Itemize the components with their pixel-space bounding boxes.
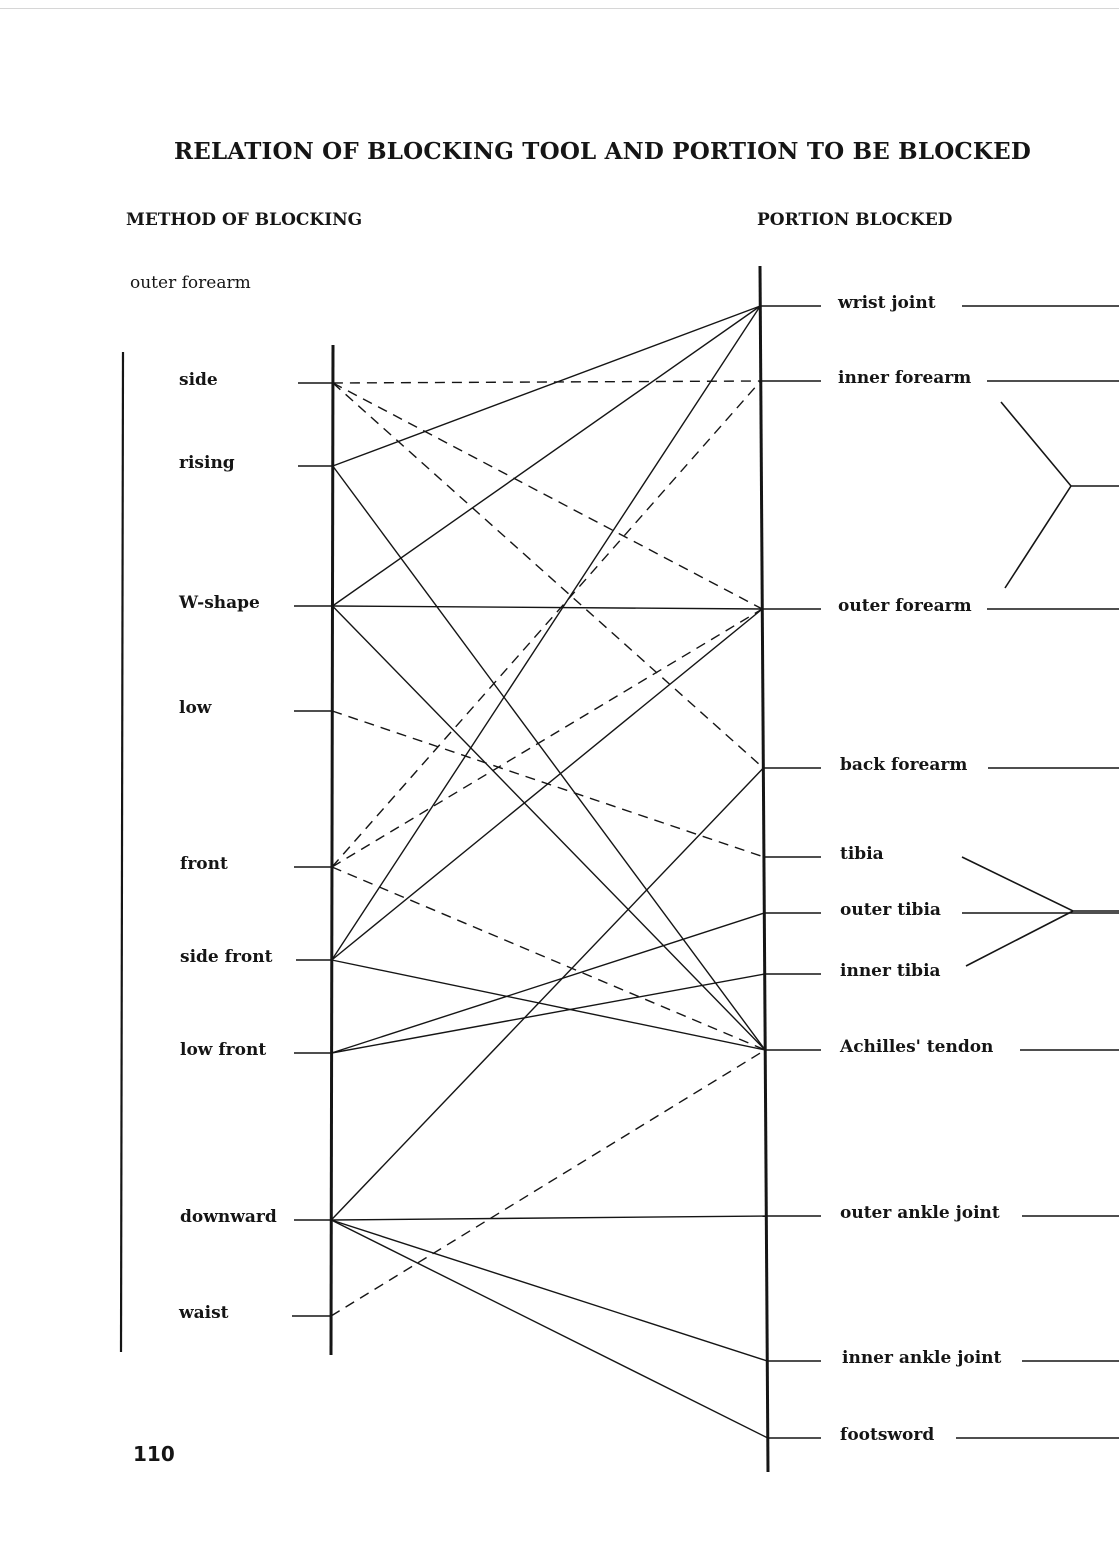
method-label-downward: downward xyxy=(180,1207,277,1227)
link-rising-to-wrist-joint xyxy=(333,306,761,466)
portion-label-inner-tibia: inner tibia xyxy=(840,961,941,981)
link-rising-to-achilles-tendon xyxy=(333,466,765,1050)
link-side-to-inner-forearm xyxy=(333,381,761,383)
link-low-front-to-inner-tibia xyxy=(332,974,765,1053)
link-side-to-outer-forearm xyxy=(333,383,762,609)
tibia-group-bracket xyxy=(962,857,1119,966)
link-front-to-outer-forearm xyxy=(332,609,762,867)
portion-label-outer-tibia: outer tibia xyxy=(840,900,941,920)
portion-label-tibia: tibia xyxy=(840,844,884,864)
method-group-bracket xyxy=(121,352,123,1352)
diagram-title: RELATION OF BLOCKING TOOL AND PORTION TO BE BLOCKED xyxy=(173,138,1031,165)
link-front-to-achilles-tendon xyxy=(332,867,765,1050)
portion-label-outer-ankle-joint: outer ankle joint xyxy=(840,1203,1000,1223)
portion-label-outer-forearm: outer forearm xyxy=(838,596,972,616)
method-label-low-front: low front xyxy=(180,1040,267,1060)
portion-label-back-forearm: back forearm xyxy=(840,755,968,775)
method-label-front: front xyxy=(180,854,228,874)
portion-label-footsword: footsword xyxy=(840,1425,935,1445)
method-label-waist: waist xyxy=(179,1303,229,1323)
portion-label-inner-ankle-joint: inner ankle joint xyxy=(842,1348,1002,1368)
method-column-heading: METHOD OF BLOCKING xyxy=(126,210,363,230)
link-downward-to-inner-ankle-joint xyxy=(331,1220,767,1361)
link-side-front-to-outer-forearm xyxy=(332,609,762,960)
link-waist-to-achilles-tendon xyxy=(331,1050,765,1316)
portion-label-wrist-joint: wrist joint xyxy=(838,293,936,313)
method-label-side: side xyxy=(179,370,218,390)
method-label-w-shape: W-shape xyxy=(179,593,260,613)
tool-group-label: outer forearm xyxy=(130,273,251,293)
link-w-shape-to-wrist-joint xyxy=(332,306,760,606)
link-side-front-to-achilles-tendon xyxy=(332,960,765,1050)
link-downward-to-back-forearm xyxy=(331,768,763,1220)
method-label-rising: rising xyxy=(179,453,235,473)
page-number: 110 xyxy=(133,1442,175,1466)
method-label-side-front: side front xyxy=(180,947,273,967)
portion-column-heading: PORTION BLOCKED xyxy=(757,210,953,230)
method-axis xyxy=(331,345,333,1355)
forearm-group-bracket xyxy=(1001,402,1119,588)
portion-axis xyxy=(760,266,768,1472)
link-downward-to-footsword xyxy=(331,1220,768,1438)
link-w-shape-to-outer-forearm xyxy=(332,606,762,609)
method-label-low: low xyxy=(179,698,212,718)
portion-label-inner-forearm: inner forearm xyxy=(838,368,972,388)
link-side-front-to-wrist-joint xyxy=(332,306,760,960)
portion-label-achilles-tendon: Achilles' tendon xyxy=(840,1037,994,1057)
link-downward-to-outer-ankle-joint xyxy=(331,1216,766,1220)
link-front-to-inner-forearm xyxy=(332,381,761,867)
